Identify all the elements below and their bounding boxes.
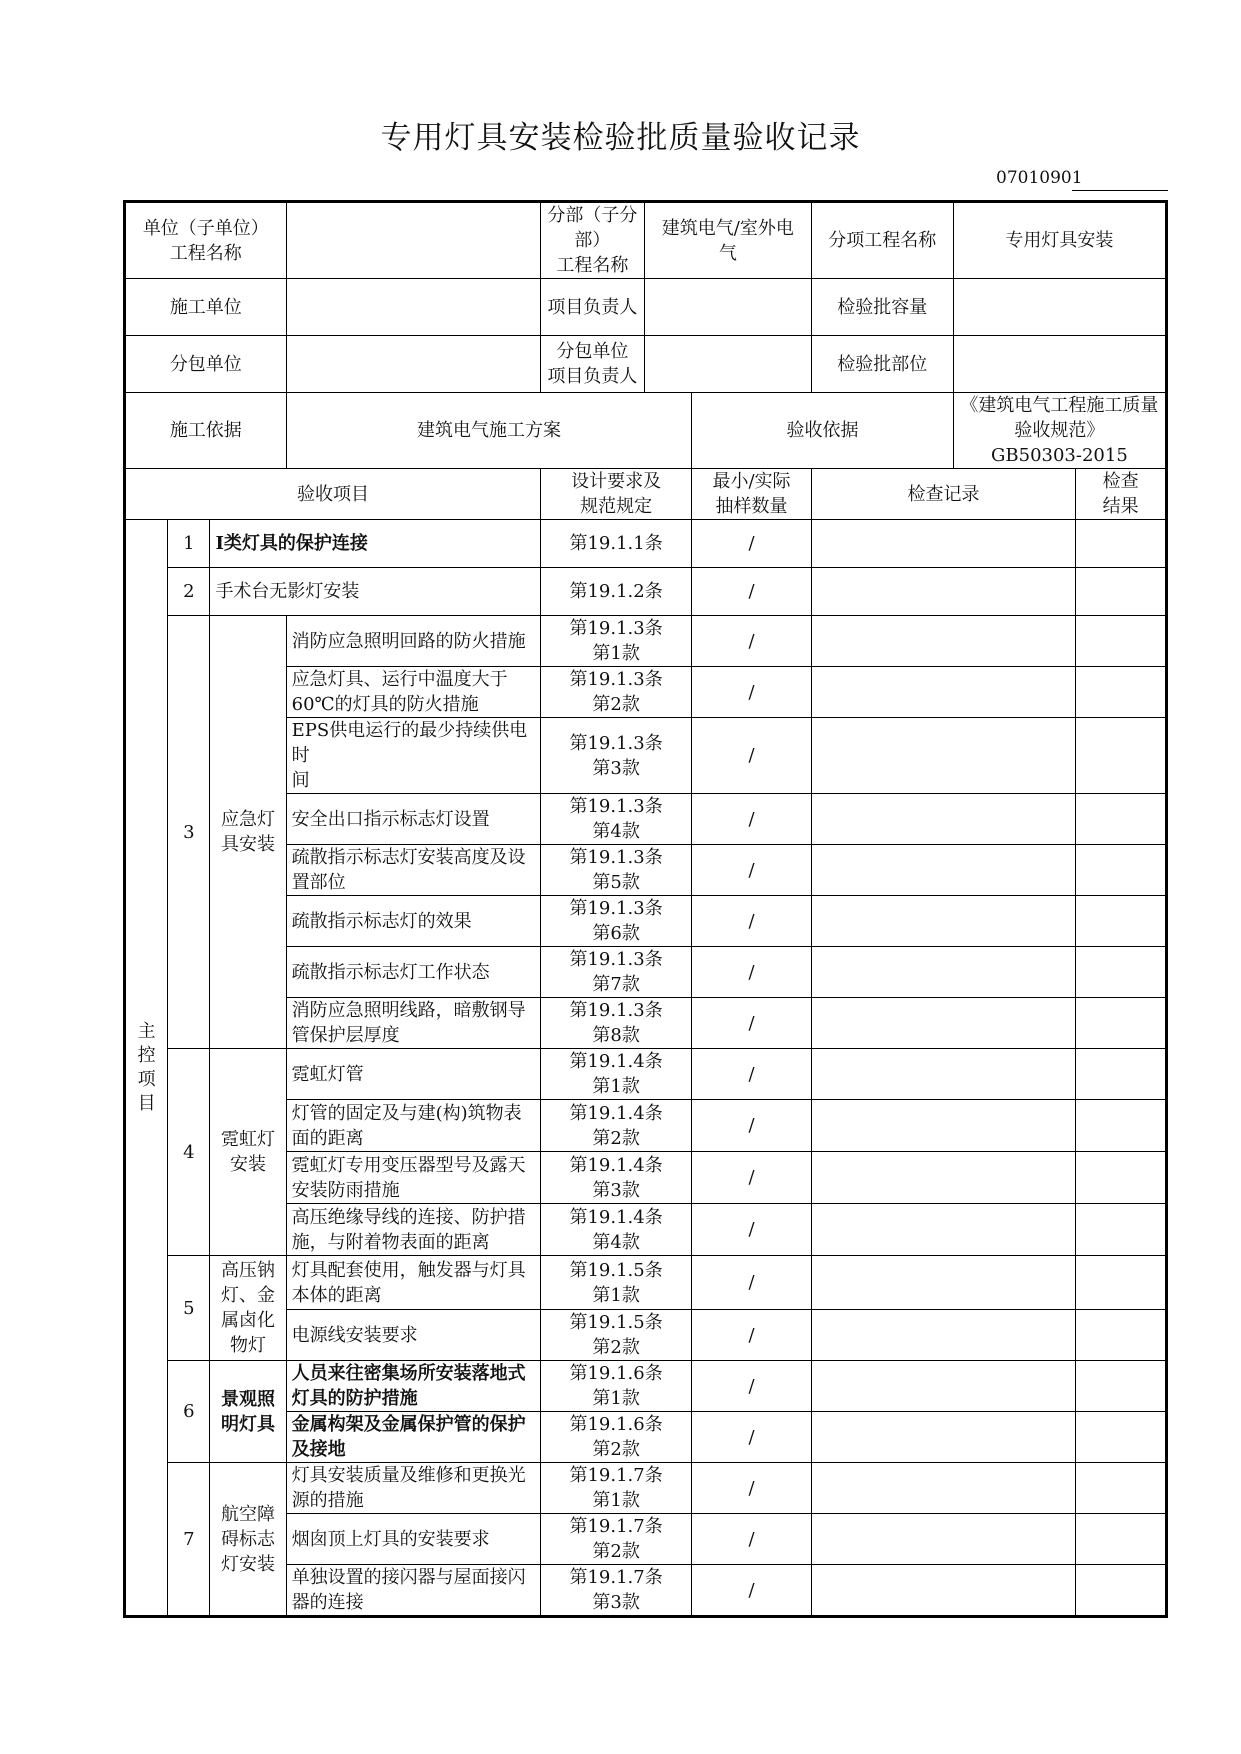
item-group-name: 应急灯 具安装: [210, 616, 286, 1049]
inspection-form-table: [123, 200, 1168, 1618]
batch-part-value[interactable]: [953, 336, 1166, 393]
item-description: 烟囱顶上灯具的安装要求: [286, 1514, 540, 1565]
item-sample-quantity[interactable]: /: [692, 794, 811, 845]
item-spec-reference: 第19.1.5条 第1款: [540, 1256, 691, 1310]
item-inspection-result[interactable]: [1076, 1310, 1167, 1361]
subdivision-label: 分部（子分部） 工程名称: [540, 202, 644, 279]
item-sample-quantity[interactable]: /: [692, 1152, 811, 1204]
item-sample-quantity[interactable]: /: [692, 1204, 811, 1256]
item-inspection-result[interactable]: [1076, 616, 1167, 667]
col-header-sample: 最小/实际 抽样数量: [692, 469, 811, 520]
item-sample-quantity[interactable]: /: [692, 1412, 811, 1463]
item-number: 4: [168, 1049, 210, 1256]
item-inspection-result[interactable]: [1076, 1412, 1167, 1463]
contractor-value[interactable]: [286, 279, 540, 336]
batch-part-label: 检验批部位: [811, 336, 953, 393]
item-spec-reference: 第19.1.3条 第7款: [540, 947, 691, 998]
item-sample-quantity[interactable]: /: [692, 845, 811, 896]
item-inspection-record[interactable]: [811, 1412, 1076, 1463]
item-inspection-result[interactable]: [1076, 1049, 1167, 1100]
acceptance-basis-value[interactable]: 《建筑电气工程施工质量验收规范》 GB50303-2015: [953, 393, 1166, 469]
item-spec-reference: 第19.1.3条 第8款: [540, 998, 691, 1049]
item-description: 单独设置的接闪器与屋面接闪 器的连接: [286, 1565, 540, 1617]
item-description: 疏散指示标志灯安装高度及设 置部位: [286, 845, 540, 896]
item-sample-quantity[interactable]: /: [692, 896, 811, 947]
item-spec-reference: 第19.1.4条 第1款: [540, 1049, 691, 1100]
item-inspection-record[interactable]: [811, 1514, 1076, 1565]
item-inspection-result[interactable]: [1076, 1100, 1167, 1152]
item-sample-quantity[interactable]: /: [692, 520, 811, 568]
item-group-name: 景观照 明灯具: [210, 1361, 286, 1463]
item-spec-reference: 第19.1.3条 第6款: [540, 896, 691, 947]
item-description: 安全出口指示标志灯设置: [286, 794, 540, 845]
item-inspection-record[interactable]: [811, 896, 1076, 947]
item-inspection-result[interactable]: [1076, 1565, 1167, 1617]
item-group-name: 航空障 碍标志 灯安装: [210, 1463, 286, 1617]
item-spec-reference: 第19.1.2条: [540, 568, 691, 616]
item-inspection-record[interactable]: [811, 1204, 1076, 1256]
construction-basis-label: 施工依据: [125, 393, 287, 469]
item-inspection-record[interactable]: [811, 1100, 1076, 1152]
item-inspection-result[interactable]: [1076, 1361, 1167, 1412]
subcontractor-value[interactable]: [286, 336, 540, 393]
table-row: [125, 1463, 1167, 1514]
item-spec-reference: 第19.1.7条 第2款: [540, 1514, 691, 1565]
item-inspection-result[interactable]: [1076, 718, 1167, 794]
item-description: 灯管的固定及与建(构)筑物表 面的距离: [286, 1100, 540, 1152]
item-spec-reference: 第19.1.6条 第2款: [540, 1412, 691, 1463]
form-code: 07010901: [996, 168, 1083, 188]
item-number: 1: [168, 520, 210, 568]
item-description: 人员来往密集场所安装落地式 灯具的防护措施: [286, 1361, 540, 1412]
item-sample-quantity[interactable]: /: [692, 1049, 811, 1100]
item-inspection-result[interactable]: [1076, 1152, 1167, 1204]
item-sample-quantity[interactable]: /: [692, 1100, 811, 1152]
item-description: 灯具配套使用，触发器与灯具 本体的距离: [286, 1256, 540, 1310]
item-inspection-record[interactable]: [811, 718, 1076, 794]
item-description: I类灯具的保护连接: [210, 520, 541, 568]
item-sample-quantity[interactable]: /: [692, 616, 811, 667]
item-inspection-record[interactable]: [811, 845, 1076, 896]
subitem-label: 分项工程名称: [811, 202, 953, 279]
item-description: 电源线安装要求: [286, 1310, 540, 1361]
item-number: 7: [168, 1463, 210, 1617]
item-spec-reference: 第19.1.3条 第2款: [540, 667, 691, 718]
item-sample-quantity[interactable]: /: [692, 667, 811, 718]
item-description: 疏散指示标志灯工作状态: [286, 947, 540, 998]
item-description: EPS供电运行的最少持续供电时 间: [286, 718, 540, 794]
batch-capacity-value[interactable]: [953, 279, 1166, 336]
item-inspection-result[interactable]: [1076, 998, 1167, 1049]
sub-project-manager-value[interactable]: [644, 336, 811, 393]
item-spec-reference: 第19.1.7条 第1款: [540, 1463, 691, 1514]
item-number: 6: [168, 1361, 210, 1463]
item-sample-quantity[interactable]: /: [692, 1310, 811, 1361]
item-description: 灯具安装质量及维修和更换光 源的措施: [286, 1463, 540, 1514]
acceptance-basis-label: 验收依据: [692, 393, 954, 469]
item-spec-reference: 第19.1.4条 第2款: [540, 1100, 691, 1152]
item-spec-reference: 第19.1.6条 第1款: [540, 1361, 691, 1412]
item-inspection-record[interactable]: [811, 1310, 1076, 1361]
unit-label: 单位（子单位） 工程名称: [125, 202, 287, 279]
item-spec-reference: 第19.1.1条: [540, 520, 691, 568]
project-manager-value[interactable]: [644, 279, 811, 336]
item-inspection-record[interactable]: [811, 1256, 1076, 1310]
item-inspection-result[interactable]: [1076, 568, 1167, 616]
item-inspection-result[interactable]: [1076, 845, 1167, 896]
item-sample-quantity[interactable]: /: [692, 1514, 811, 1565]
item-inspection-record[interactable]: [811, 947, 1076, 998]
batch-capacity-label: 检验批容量: [811, 279, 953, 336]
table-row: [125, 1361, 1167, 1412]
item-sample-quantity[interactable]: /: [692, 1256, 811, 1310]
col-header-record: 检查记录: [811, 469, 1076, 520]
item-description: 高压绝缘导线的连接、防护措 施，与附着物表面的距离: [286, 1204, 540, 1256]
item-inspection-record[interactable]: [811, 1565, 1076, 1617]
item-spec-reference: 第19.1.4条 第4款: [540, 1204, 691, 1256]
item-sample-quantity[interactable]: /: [692, 1565, 811, 1617]
page-title: 专用灯具安装检验批质量验收记录: [380, 120, 861, 156]
item-spec-reference: 第19.1.3条 第3款: [540, 718, 691, 794]
item-spec-reference: 第19.1.4条 第3款: [540, 1152, 691, 1204]
item-inspection-result[interactable]: [1076, 1256, 1167, 1310]
item-inspection-result[interactable]: [1076, 947, 1167, 998]
item-spec-reference: 第19.1.3条 第1款: [540, 616, 691, 667]
item-description: 消防应急照明回路的防火措施: [286, 616, 540, 667]
item-inspection-record[interactable]: [811, 568, 1076, 616]
item-inspection-record[interactable]: [811, 616, 1076, 667]
item-inspection-record[interactable]: [811, 1463, 1076, 1514]
item-spec-reference: 第19.1.3条 第4款: [540, 794, 691, 845]
item-number: 2: [168, 568, 210, 616]
item-spec-reference: 第19.1.5条 第2款: [540, 1310, 691, 1361]
item-sample-quantity[interactable]: /: [692, 568, 811, 616]
item-description: 消防应急照明线路，暗敷钢导 管保护层厚度: [286, 998, 540, 1049]
item-sample-quantity[interactable]: /: [692, 998, 811, 1049]
item-description: 金属构架及金属保护管的保护 及接地: [286, 1412, 540, 1463]
item-inspection-record[interactable]: [811, 1152, 1076, 1204]
item-sample-quantity[interactable]: /: [692, 947, 811, 998]
item-inspection-record[interactable]: [811, 667, 1076, 718]
item-sample-quantity[interactable]: /: [692, 1361, 811, 1412]
item-inspection-record[interactable]: [811, 1361, 1076, 1412]
item-inspection-record[interactable]: [811, 1049, 1076, 1100]
item-inspection-record[interactable]: [811, 794, 1076, 845]
item-sample-quantity[interactable]: /: [692, 718, 811, 794]
item-group-name: 霓虹灯 安装: [210, 1049, 286, 1256]
item-inspection-result[interactable]: [1076, 520, 1167, 568]
contractor-label: 施工单位: [125, 279, 287, 336]
item-inspection-record[interactable]: [811, 520, 1076, 568]
table-row: [125, 1049, 1167, 1100]
item-sample-quantity[interactable]: /: [692, 1463, 811, 1514]
item-inspection-result[interactable]: [1076, 896, 1167, 947]
item-number: 5: [168, 1256, 210, 1361]
item-description: 手术台无影灯安装: [210, 568, 541, 616]
item-inspection-result[interactable]: [1076, 1514, 1167, 1565]
col-header-result: 检查 结果: [1076, 469, 1167, 520]
unit-value[interactable]: [286, 202, 540, 279]
item-group-name: 高压钠 灯、金 属卤化 物灯: [210, 1256, 286, 1361]
form-code-blank: [1072, 190, 1168, 191]
item-description: 应急灯具、运行中温度大于 60℃的灯具的防火措施: [286, 667, 540, 718]
item-number: 3: [168, 616, 210, 1049]
item-description: 霓虹灯管: [286, 1049, 540, 1100]
subdivision-value[interactable]: 建筑电气/室外电 气: [644, 202, 811, 279]
table-row: [125, 520, 1167, 568]
project-manager-label: 项目负责人: [540, 279, 644, 336]
sub-project-manager-label: 分包单位 项目负责人: [540, 336, 644, 393]
subitem-value[interactable]: 专用灯具安装: [953, 202, 1166, 279]
item-inspection-result[interactable]: [1076, 667, 1167, 718]
category-main-control: 主 控 项 目: [125, 520, 168, 1617]
item-inspection-result[interactable]: [1076, 794, 1167, 845]
item-description: 霓虹灯专用变压器型号及露天 安装防雨措施: [286, 1152, 540, 1204]
item-inspection-result[interactable]: [1076, 1463, 1167, 1514]
construction-basis-value[interactable]: 建筑电气施工方案: [286, 393, 692, 469]
col-header-design: 设计要求及 规范规定: [540, 469, 691, 520]
table-row: [125, 1256, 1167, 1310]
item-inspection-record[interactable]: [811, 998, 1076, 1049]
item-spec-reference: 第19.1.3条 第5款: [540, 845, 691, 896]
subcontractor-label: 分包单位: [125, 336, 287, 393]
table-row: [125, 616, 1167, 667]
item-inspection-result[interactable]: [1076, 1204, 1167, 1256]
col-header-item: 验收项目: [125, 469, 541, 520]
item-spec-reference: 第19.1.7条 第3款: [540, 1565, 691, 1617]
item-description: 疏散指示标志灯的效果: [286, 896, 540, 947]
table-row: [125, 568, 1167, 616]
